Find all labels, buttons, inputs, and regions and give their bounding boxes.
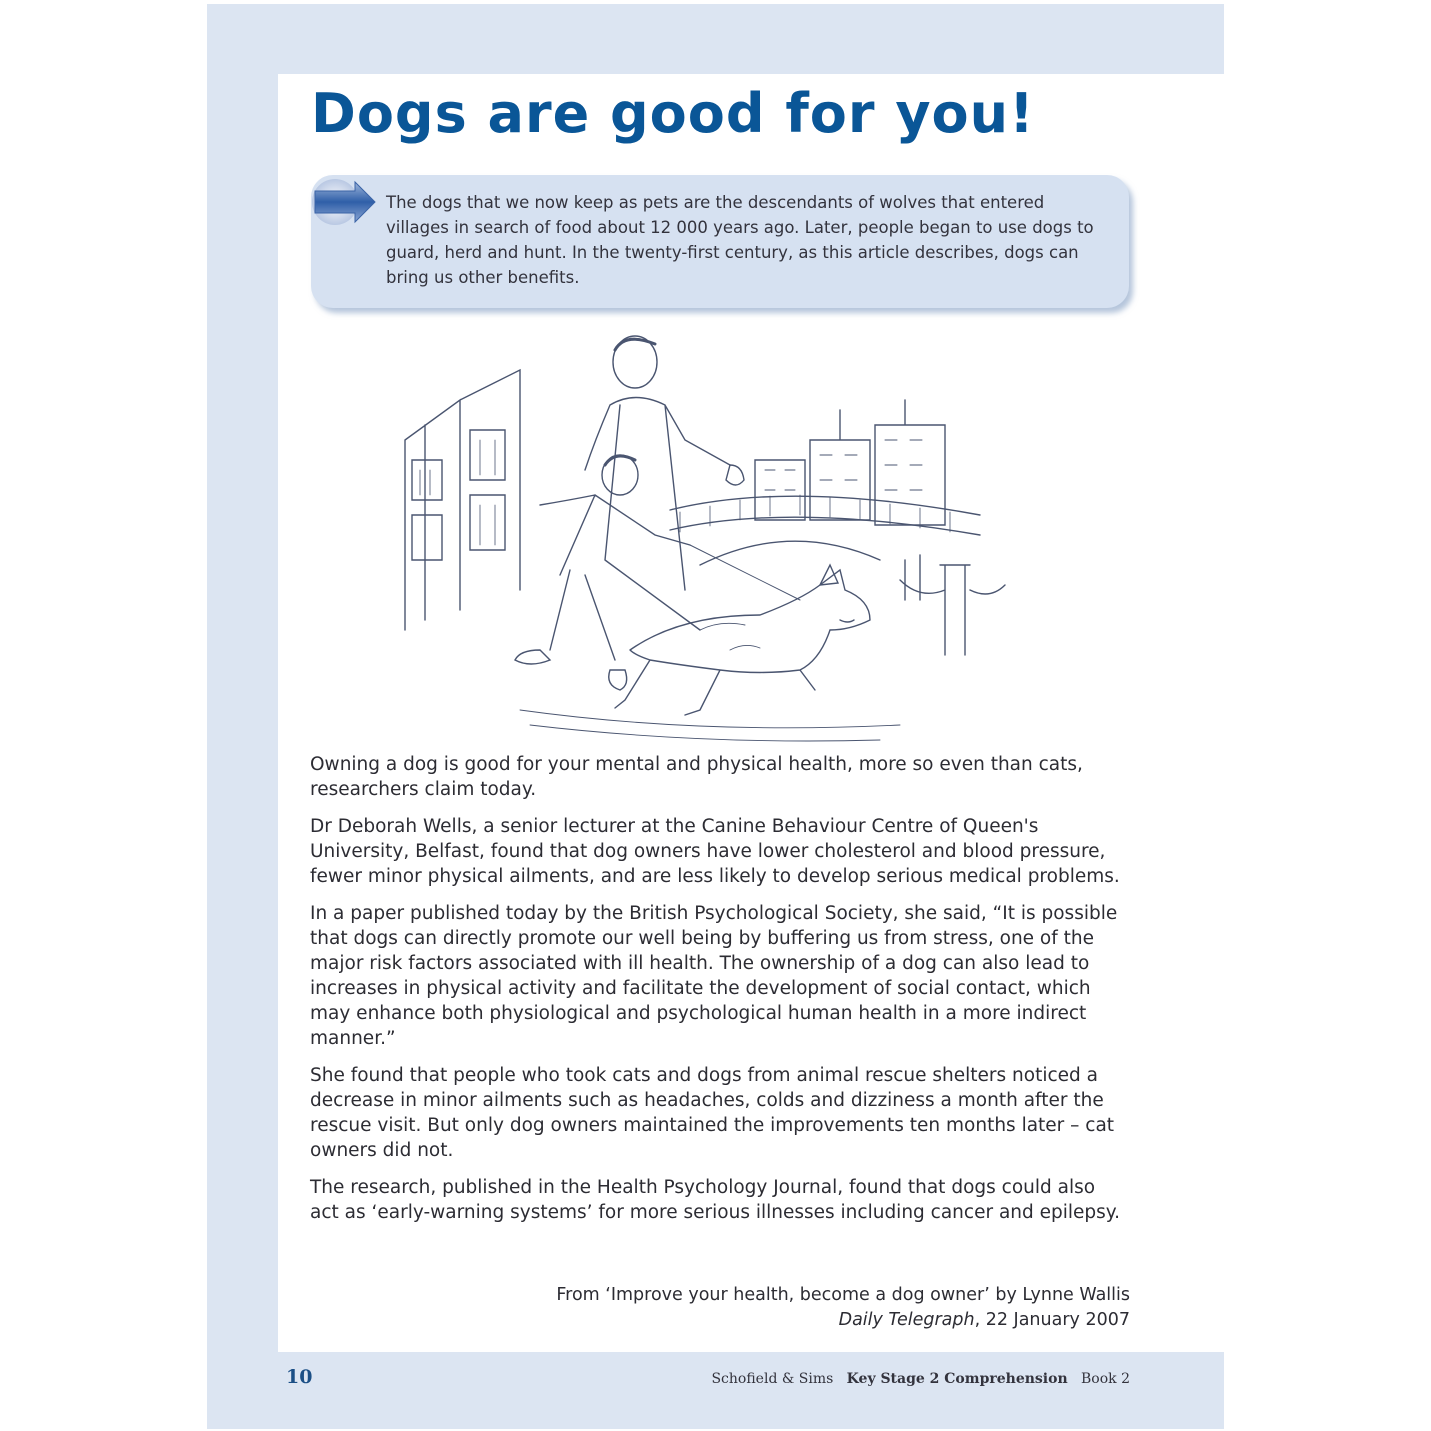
source-line-2 (430, 1308, 1130, 1333)
article-body (310, 752, 1125, 1237)
boy-woman-dog-illustration (400, 330, 1025, 745)
page-number: 10 (286, 1366, 313, 1388)
article-paragraph-3: In a paper published today by the British Psychological Society, she said, “It is possible that dogs can directly promote our well being by buffering us from stress, one of the major risk factors associated with ill health. The ownership of a dog can also lead to increases in physical activity and facilitate the development of social contact, which may enhance both physiological and psychological human health in a more indirect manner.” (310, 903, 1118, 1049)
article-paragraph-2: Dr Deborah Wells, a senior lecturer at the Canine Behaviour Centre of Queen's University, Belfast, found that dog owners have lower cholesterol and blood pressure, fewer minor physical ailments, and are less likely to develop serious medical problems. (310, 816, 1120, 887)
source-citation (430, 1283, 1130, 1333)
arrow-right-icon (311, 178, 377, 226)
footer-credit (711, 1371, 1130, 1387)
article-paragraph-1: Owning a dog is good for your mental and physical health, more so even than cats, researchers claim today. (310, 754, 1083, 800)
article-paragraph-5: The research, published in the Health Psychology Journal, found that dogs could also act as ‘early-warning systems’ for more serious illnesses including cancer and epilepsy. (310, 1177, 1120, 1223)
source-date: , 22 January 2007 (974, 1310, 1130, 1330)
intro-text: The dogs that we now keep as pets are the descendants of wolves that entered villages in search of food about 12 000 years ago. Later, people began to use dogs to guard, herd and hunt. In the twenty-first century, as this article describes, dogs can bring us other benefits. (386, 193, 1094, 287)
footer-series: Key Stage 2 Comprehension (846, 1371, 1068, 1387)
footer-book: Book 2 (1081, 1371, 1130, 1387)
source-publication: Daily Telegraph (838, 1310, 975, 1330)
article-paragraph-4: She found that people who took cats and dogs from animal rescue shelters noticed a decrease in minor ailments such as headaches, colds and dizziness a month after the rescue visit. But only dog owners maintained the improvements ten months later – cat owners did not. (310, 1065, 1115, 1161)
page-title: Dogs are good for you! (311, 82, 1035, 145)
source-line-1: From ‘Improve your health, become a dog owner’ by Lynne Wallis (556, 1285, 1130, 1305)
footer-publisher: Schofield & Sims (711, 1371, 834, 1387)
